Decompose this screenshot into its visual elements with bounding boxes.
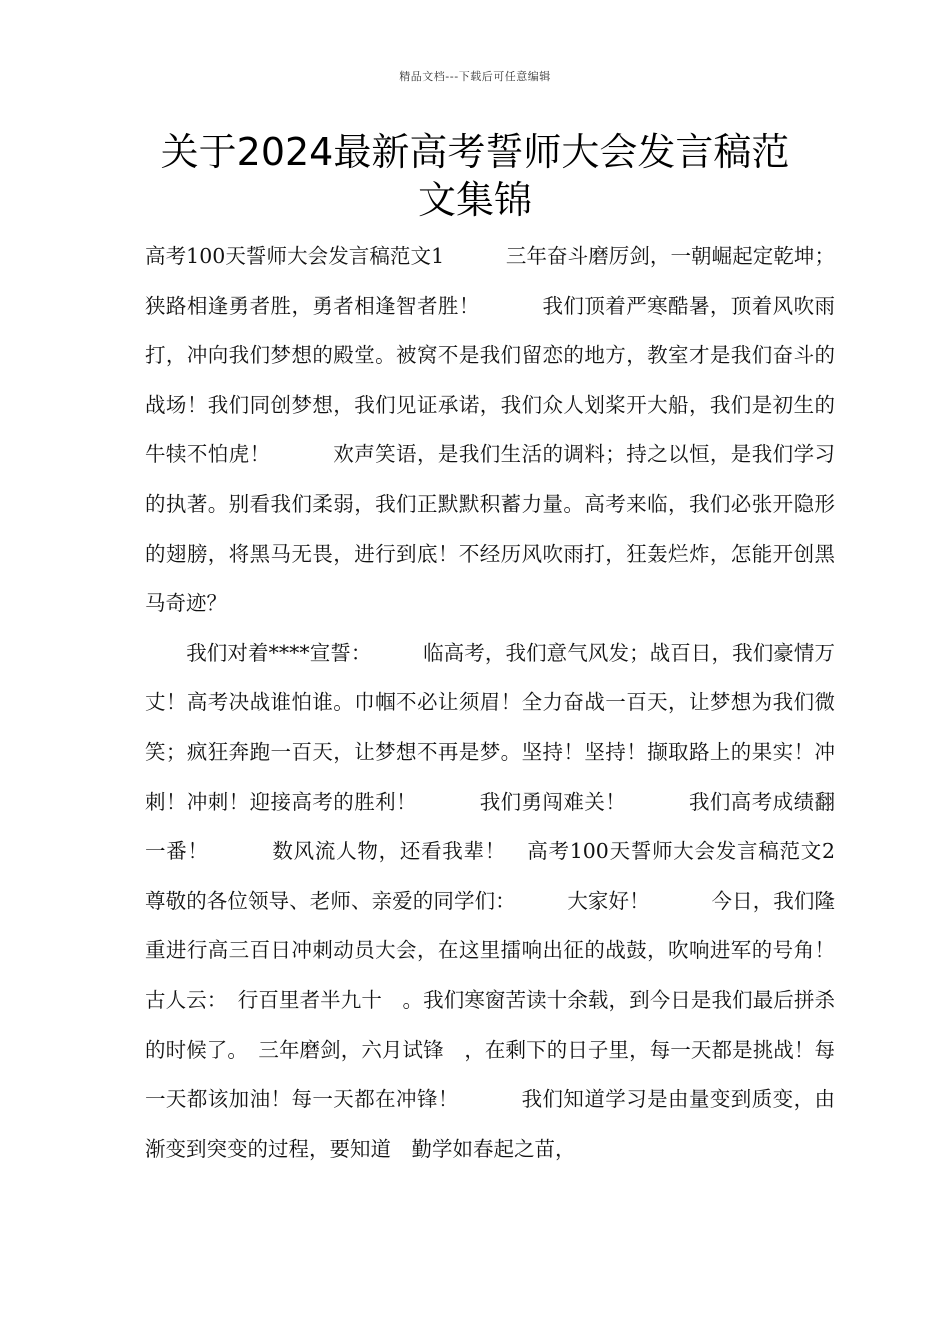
body-paragraph-1: 高考100天誓师大会发言稿范文1 三年奋斗磨厉剑，一朝崛起定乾坤；狭路相逢勇者胜，勇者相逢智者胜！ 我们顶着严寒酷暑，顶着风吹雨打，冲向我们梦想的殿堂。被窝不是我们留恋的地方，教室才是我们奋斗的战场！我们同创梦想，我们见证承诺，我们众人划桨开大船，我们是初生的牛犊不怕虎！ 欢声笑语，是我们生活的调料；持之以恒，是我们学习的执著。别看我们柔弱，我们正默默积蓄力量。高考来临，我们必张开隐形的翅膀，将黑马无畏，进行到底！不经历风吹雨打，狂轰烂炸，怎能开创黑马奇迹？ xyxy=(145,244,835,616)
document-title xyxy=(140,128,810,224)
body-paragraph-2: 我们对着****宣誓： 临高考，我们意气风发；战百日，我们豪情万丈！高考决战谁怕谁。巾帼不必让须眉！全力奋战一百天，让梦想为我们微笑；疯狂奔跑一百天，让梦想不再是梦。坚持！坚持！撷取路上的果实！冲刺！冲刺！迎接高考的胜利！ 我们勇闯难关！ 我们高考成绩翻一番！ 数风流人物，还看我辈！ 高考100天誓师大会发言稿范文2 尊敬的各位领导、老师、亲爱的同学们： 大家好！ 今日，我们隆重进行高三百日冲刺动员大会，在这里擂响出征的战鼓，吹响进军的号角！ 古人云： 行百里者半九十 。我们寒窗苦读十余载，到今日是我们最后拼杀的时候了。 三年磨剑，六月试锋 ，在剩下的日子里，每一天都是挑战！每一天都该加油！每一天都在冲锋！ 我们知道学习是由量变到质变，由渐变到突变的过程，要知道 勤学如春起之苗， xyxy=(145,640,897,1161)
title-line-2: 文集锦 xyxy=(417,178,532,222)
title-line-1: 关于2024最新高考誓师大会发言稿范 xyxy=(160,130,790,174)
page-header: 精品文档---下载后可任意编辑 xyxy=(399,70,551,83)
document-body xyxy=(145,232,897,1174)
